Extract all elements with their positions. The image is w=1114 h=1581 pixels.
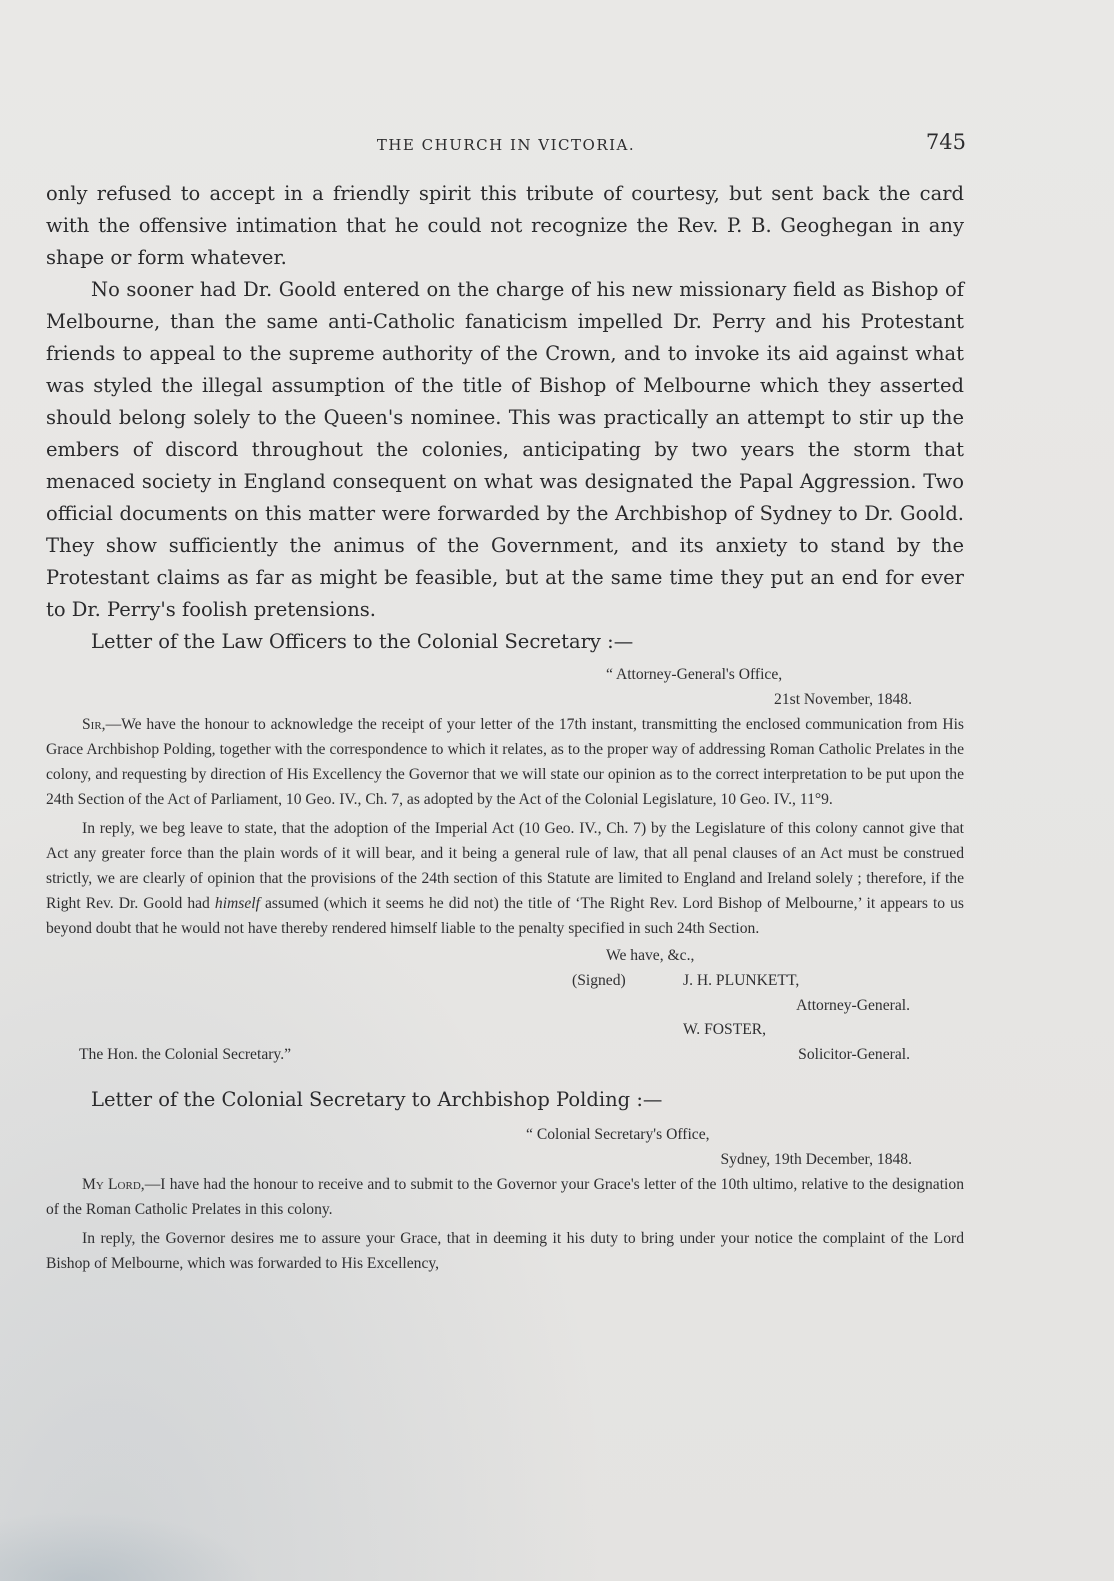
closing: We have, &c., (606, 947, 695, 964)
letter2-office: “ Colonial Secretary's Office, (526, 1126, 710, 1143)
signer2-title: Solicitor-General. (798, 1046, 910, 1063)
letter1-addressee: The Hon. the Colonial Secretary.” (79, 1046, 292, 1063)
page-header (46, 130, 966, 160)
paragraph-goold: No sooner had Dr. Goold entered on the charge of his new missionary field as Bishop of Melbourne, than the same anti-Catholic fanaticism impelled Dr. Perry and his Protestant friends to appeal to the supreme authority of the Crown, and to invoke its aid against what was styled the illegal assumption of the title of Bishop of Melbourne which they asserted should belong solely to the Queen's nominee. This was practically an attempt to stir up the embers of discord throughout the colonies, anticipating by two years the storm that menaced society in England consequent on what was designated the Papal Aggression. Two official documents on this matter were forwarded by the Archbishop of Sydney to Dr. Goold. They show sufficiently the animus of the Government, and its anxiety to stand by the Protestant claims as far as might be feasible, but at the same time they put an end for ever to Dr. Perry's foolish pretensions. (46, 278, 964, 621)
letter1-date: 21st November, 1848. (774, 691, 912, 708)
paragraph-continuation: only refused to accept in a friendly spirit this tribute of courtesy, but sent back the card with the offensive intimation that he could not recognize the Rev. P. B. Geoghegan in any shape or form whatever. (46, 182, 964, 269)
running-head: THE CHURCH IN VICTORIA. (376, 136, 636, 154)
letter1-salutation: Sir, (82, 716, 106, 733)
letter1-paragraph-2 (46, 816, 964, 941)
letter-law-officers (46, 662, 964, 1066)
letter2-heading: Letter of the Colonial Secretary to Archbishop Polding :— (91, 1088, 663, 1111)
page-stain (0, 1511, 260, 1581)
signer1-title: Attorney-General. (796, 997, 910, 1014)
signer1-name: J. H. PLUNKETT, (683, 972, 800, 989)
signed-label: (Signed) (572, 972, 626, 989)
letter2-salutation: My Lord, (82, 1176, 145, 1193)
letter1-p1-text: —We have the honour to acknowledge the receipt of your letter of the 17th instant, transmitting the enclosed communication from His Grace Archbishop Polding, together with the correspondence to which it relates, as to the proper way of addressing Roman Catholic Prelates in the colony, and requesting by direction of His Excellency the Governor that we will state our opinion as to the correct interpretation to be put upon the 24th Section of the Act of Parliament, 10 Geo. IV., Ch. 7, as adopted by the Act of the Colonial Legislature, 10 Geo. IV., 11°9. (46, 716, 964, 808)
letter-colonial-secretary (46, 1122, 964, 1276)
letter2-paragraph-2: In reply, the Governor desires me to assure your Grace, that in deeming it his duty to bring under your notice the complaint of the Lord Bishop of Melbourne, which was forwarded to His Excellency, (46, 1230, 964, 1272)
letter1-p2-text-end: assumed (which it seems he did not) the title of ‘The Right Rev. Lord Bishop of Melbourne,’ it appears to us beyond doubt that he would not have thereby rendered himself liable to the penalty specified in such 24th Section. (46, 895, 964, 937)
letter2-p1-text: —I have had the honour to receive and to submit to the Governor your Grace's letter of the 10th ultimo, relative to the designation of the Roman Catholic Prelates in this colony. (46, 1176, 964, 1218)
page-number: 745 (925, 130, 966, 154)
letter1-heading: Letter of the Law Officers to the Colonial Secretary :— (91, 630, 634, 653)
letter1-p2-text: In reply, we beg leave to state, that the adoption of the Imperial Act (10 Geo. IV., Ch. 7) by the Legislature of this colony cannot give that Act any greater force than the plain words of it will bear, and it being a general rule of law, that all penal clauses of an Act must be construed strictly, we are clearly of opinion that the provisions of the 24th section of this Statute are limited to England and Ireland solely ; therefore, if the Right Rev. Dr. Goold had (46, 820, 964, 912)
page-body (46, 178, 964, 1276)
signer2-name: W. FOSTER, (683, 1021, 767, 1038)
letter2-paragraph-1 (46, 1172, 964, 1222)
letter1-p2-emphasis: himself (214, 895, 260, 912)
letter1-paragraph-1 (46, 712, 964, 812)
letter2-date: Sydney, 19th December, 1848. (720, 1151, 912, 1168)
signature-block (46, 941, 964, 1066)
letter1-office: “ Attorney-General's Office, (606, 666, 783, 683)
